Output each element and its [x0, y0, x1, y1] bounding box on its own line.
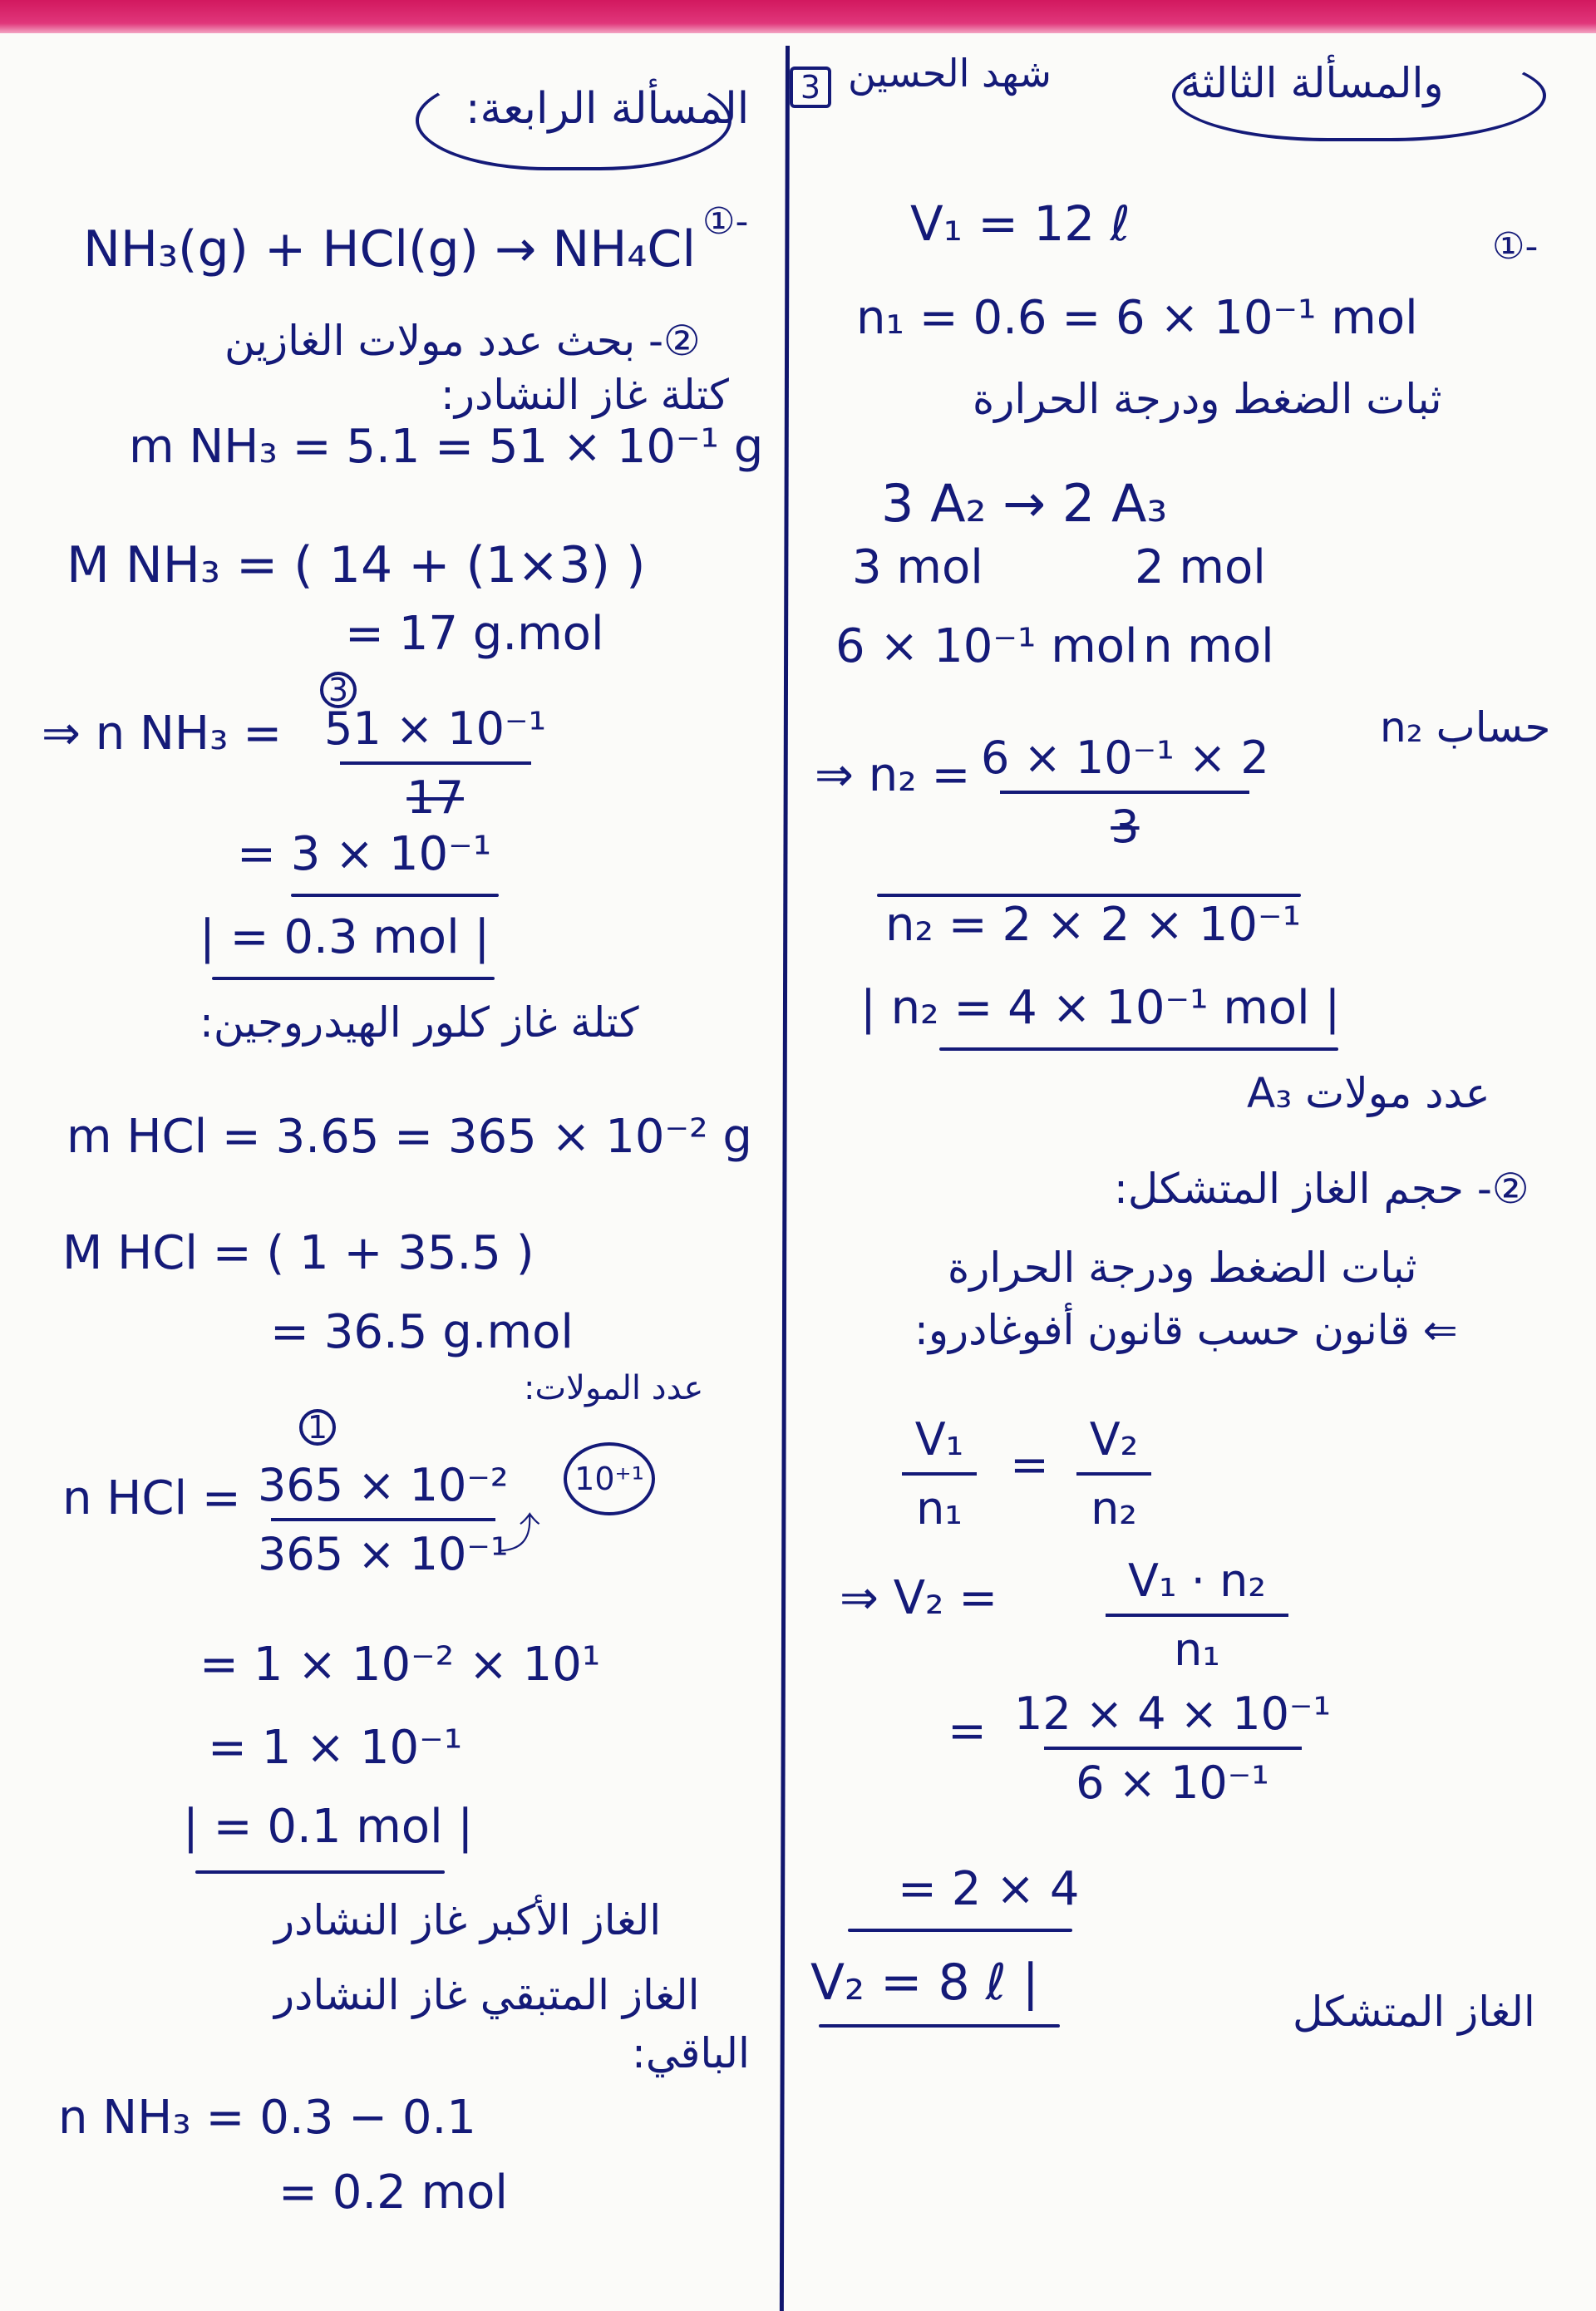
fraction-bar — [902, 1472, 977, 1476]
n2-fraction — [981, 732, 1269, 853]
v2-fraction — [1106, 1555, 1288, 1676]
author-name: شهد الحسين — [848, 51, 1052, 96]
ratio-right-num: V₂ — [1089, 1413, 1139, 1466]
circled-1-mark: 1 — [299, 1409, 336, 1446]
group-number: 3 — [800, 69, 821, 106]
n-nh3-result: | = 0.3 mol | — [200, 910, 490, 964]
v1-value: V₁ = 12 ℓ — [910, 195, 1130, 252]
excess-line-1: الغاز الأكبر غاز النشادر — [274, 1896, 662, 1944]
fraction-bar — [340, 761, 531, 765]
remaining-nh3: n NH₃ = 0.3 − 0.1 — [58, 2091, 476, 2145]
fraction-bar — [1000, 791, 1249, 794]
v2-sub-denominator: 6 × 10⁻¹ — [1076, 1757, 1269, 1809]
group-number-box — [790, 67, 831, 108]
n-nh3-fraction — [324, 702, 546, 824]
fraction-bar — [1106, 1614, 1288, 1617]
left-title: المسألة الرابعة: — [466, 84, 750, 134]
excess-line-3: الباقي: — [632, 2029, 750, 2077]
molar-mass-nh3: M NH₃ = ( 14 + (1×3) ) — [66, 536, 646, 594]
underline — [939, 1047, 1338, 1051]
avogadro-law: ⇐ قانون حسب قانون أفوغادرو: — [914, 1306, 1458, 1354]
q2-heading-left: ②- بحث عدد مولات الغازين — [224, 317, 701, 365]
underline — [291, 894, 499, 897]
ammonia-heading: كتلة غاز النشادر: — [441, 371, 729, 419]
n1-value: n₁ = 0.6 = 6 × 10⁻¹ mol — [856, 291, 1418, 345]
column-divider-line — [780, 46, 790, 2311]
n-hcl-label: n HCl = — [62, 1471, 241, 1525]
up-arrow-icon: ⤴ — [499, 1510, 540, 1558]
formed-gas-label: الغاز المتشكل — [1293, 1988, 1535, 2036]
equals-sign: = — [1010, 1438, 1049, 1492]
moles-a3-label: عدد مولات A₃ — [1247, 1069, 1490, 1117]
v2-result: V₂ = 8 ℓ | — [810, 1954, 1039, 2012]
fraction-bar — [271, 1518, 495, 1521]
v2-denominator: n₁ — [1174, 1624, 1220, 1676]
right-title: والمسألة الثالثة — [1180, 59, 1444, 107]
q1-marker-left: ①- — [702, 200, 749, 243]
mol-6e-1: 6 × 10⁻¹ mol — [835, 619, 1138, 673]
ratio-right-den: n₂ — [1091, 1482, 1137, 1535]
constant-conditions-1: ثبات الضغط ودرجة الحرارة — [973, 375, 1442, 423]
pink-top-strip — [0, 0, 1596, 33]
underline — [212, 977, 495, 980]
n-nh3-numerator: 51 × 10⁻¹ — [324, 702, 547, 755]
underline — [819, 2024, 1060, 2028]
v2-sub-numerator: 12 × 4 × 10⁻¹ — [1014, 1688, 1332, 1740]
underline — [877, 894, 1301, 897]
n-nh3-denominator: 17 — [406, 771, 464, 824]
n-hcl-denominator: 365 × 10⁻¹ — [258, 1528, 509, 1580]
n2-step: n₂ = 2 × 2 × 10⁻¹ — [885, 898, 1302, 952]
n-hcl-numerator: 365 × 10⁻² — [258, 1459, 509, 1511]
underline — [195, 1870, 445, 1874]
hcl-heading: كتلة غاز كلور الهيدروجين: — [200, 998, 639, 1047]
constant-conditions-2: ثبات الضغط ودرجة الحرارة — [948, 1244, 1417, 1292]
circled-exponent: 10⁺¹ — [564, 1442, 655, 1515]
calc-n2-heading: حساب n₂ — [1380, 703, 1551, 751]
n2-result: | n₂ = 4 × 10⁻¹ mol | — [860, 981, 1341, 1035]
reaction-a2-a3: 3 A₂ → 2 A₃ — [881, 473, 1168, 534]
n2-denominator: 3 — [1111, 801, 1140, 853]
circled-3-mark: 3 — [320, 672, 357, 708]
mass-hcl: m HCl = 3.65 = 365 × 10⁻² g — [66, 1110, 752, 1164]
q1-marker-right: ①- — [1492, 225, 1539, 268]
remaining-nh3-value: = 0.2 mol — [278, 2166, 508, 2220]
n-hcl-step-2: = 1 × 10⁻¹ — [208, 1721, 463, 1775]
q2-heading-right: ②- حجم الغاز المتشكل: — [1114, 1165, 1530, 1213]
n-hcl-result: | = 0.1 mol | — [183, 1800, 474, 1854]
equals-sign: = — [948, 1704, 987, 1758]
n2-numerator: 6 × 10⁻¹ × 2 — [981, 732, 1269, 784]
underline — [848, 1929, 1072, 1932]
molar-mass-nh3-value: = 17 g.mol — [345, 607, 604, 661]
excess-line-2: الغاز المتبقي غاز النشادر — [274, 1971, 700, 2019]
fraction-bar — [1076, 1472, 1151, 1476]
mol-2: 2 mol — [1135, 540, 1266, 594]
fraction-bar — [1044, 1747, 1302, 1750]
n-hcl-step-1: = 1 × 10⁻² × 10¹ — [200, 1638, 601, 1692]
n-hcl-heading: عدد المولات: — [524, 1369, 704, 1407]
n2-label: ⇒ n₂ = — [815, 748, 971, 802]
ratio-left-num: V₁ — [914, 1413, 964, 1466]
v2-label: ⇒ V₂ = — [840, 1571, 998, 1625]
ratio-left-den: n₁ — [916, 1482, 963, 1535]
n-nh3-step: = 3 × 10⁻¹ — [237, 827, 492, 881]
molar-mass-hcl: M HCl = ( 1 + 35.5 ) — [62, 1226, 534, 1280]
v2-numerator: V₁ · n₂ — [1128, 1555, 1266, 1607]
molar-mass-hcl-value: = 36.5 g.mol — [270, 1305, 574, 1359]
ratio-right — [1076, 1413, 1151, 1535]
n-hcl-fraction — [258, 1459, 509, 1580]
ratio-left — [902, 1413, 977, 1535]
v2-substitution — [1014, 1688, 1331, 1809]
v2-step: = 2 × 4 — [898, 1862, 1080, 1916]
n-nh3-label: ⇒ n NH₃ = — [42, 707, 283, 761]
mol-n: n mol — [1143, 619, 1274, 673]
mol-3: 3 mol — [852, 540, 983, 594]
reaction-equation: NH₃(g) + HCl(g) → NH₄Cl — [83, 220, 696, 278]
mass-nh3: m NH₃ = 5.1 = 51 × 10⁻¹ g — [129, 420, 764, 474]
